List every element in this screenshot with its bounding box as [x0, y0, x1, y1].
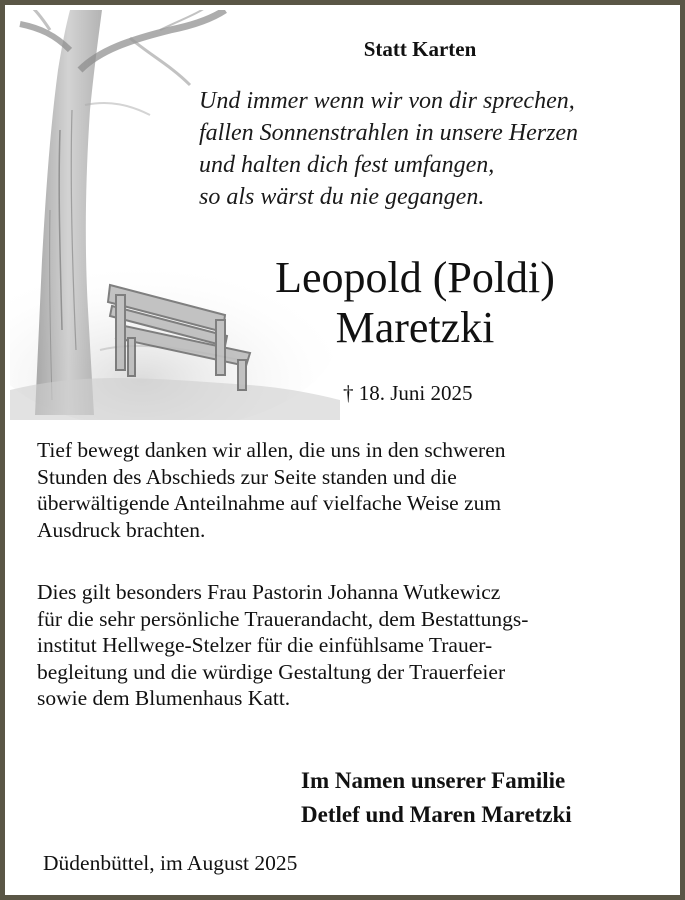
header-statt-karten: Statt Karten	[363, 37, 477, 61]
deceased-name-line1: Leopold (Poldi)	[275, 253, 555, 302]
death-date: † 18. Juni 2025	[343, 381, 473, 405]
paragraph-line: überwältigende Anteilnahme auf vielfache Weise zum	[37, 491, 502, 515]
paragraph-line: institut Hellwege-Stelzer für die einfühlsame Trauer-	[37, 633, 493, 657]
poem-line: so als wärst du nie gegangen.	[199, 184, 485, 210]
poem	[199, 85, 669, 213]
thanks-paragraph	[37, 437, 662, 543]
place-date: Düdenbüttel, im August 2025	[43, 851, 298, 875]
acknowledgement-paragraph	[37, 579, 662, 712]
poem-line: fallen Sonnenstrahlen in unsere Herzen	[199, 120, 579, 146]
deceased-name	[230, 253, 600, 353]
signature-line1: Im Namen unserer Familie	[301, 768, 566, 793]
poem-line: und halten dich fest umfangen,	[199, 152, 495, 178]
signature	[301, 764, 572, 832]
signature-line2: Detlef und Maren Maretzki	[301, 802, 572, 827]
paragraph-line: für die sehr persönliche Trauerandacht, dem Bestattungs-	[37, 606, 529, 631]
paragraph-line: Dies gilt besonders Frau Pastorin Johanna Wutkewicz	[37, 580, 501, 604]
poem-line: Und immer wenn wir von dir sprechen,	[199, 88, 575, 114]
paragraph-line: sowie dem Blumenhaus Katt.	[37, 686, 291, 710]
tree-bench-illustration	[10, 10, 340, 420]
deceased-name-line2: Maretzki	[335, 303, 495, 352]
paragraph-line: Ausdruck brachten.	[37, 517, 206, 542]
paragraph-line: begleitung und die würdige Gestaltung der Trauerfeier	[37, 659, 506, 684]
paragraph-line: Stunden des Abschieds zur Seite standen und die	[37, 464, 457, 489]
paragraph-line: Tief bewegt danken wir allen, die uns in den schweren	[37, 438, 506, 462]
